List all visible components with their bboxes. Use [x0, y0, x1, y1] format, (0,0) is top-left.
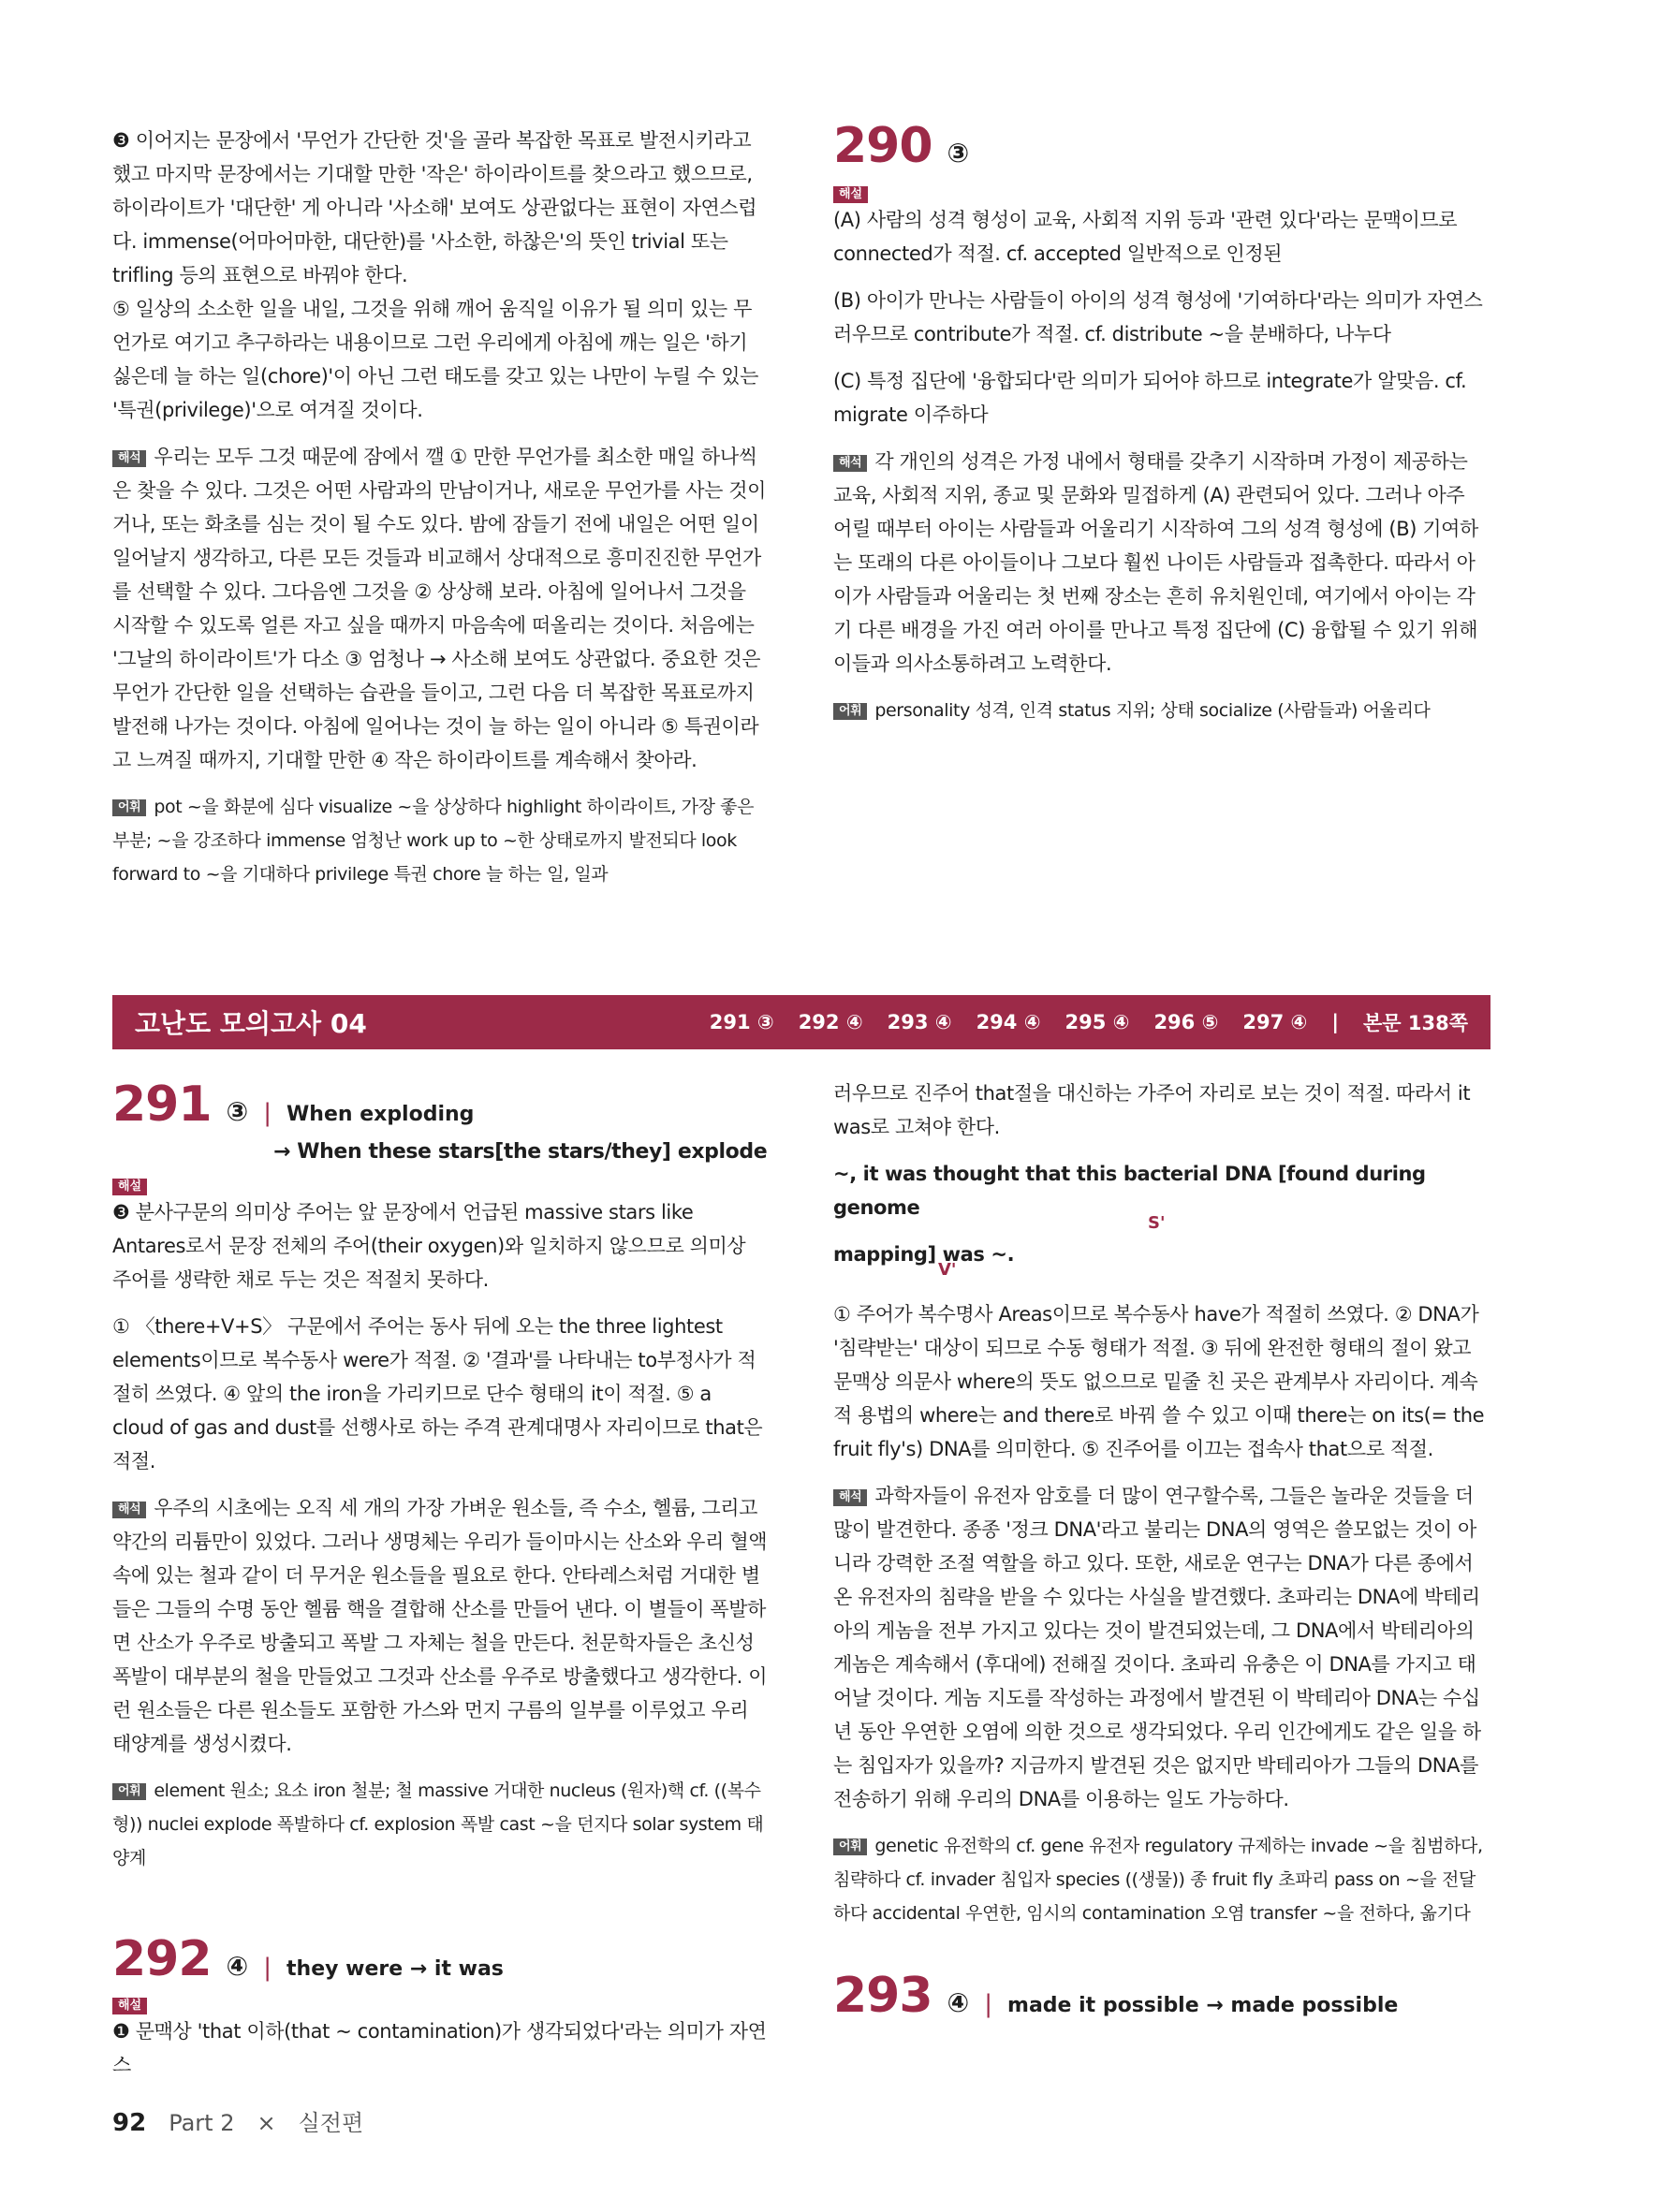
vocab-block [112, 790, 768, 891]
part-label: Part 2 [169, 2110, 235, 2136]
correction-text: → When these stars[the stars/they] explode [273, 1140, 768, 1164]
question-number: 290 [833, 118, 932, 174]
translation-block [112, 1491, 768, 1761]
vocab-text: genetic 유전학의 cf. gene 유전자 regulatory 규제하는 invade ~을 침범하다, 침략하다 cf. invader 침입자 species ((생물)) 종 fruit fly 초파리 pass on ~을 전달하다 accidental 우연한, 임시의 contamination 오염 transfer ~을 전하다, 옮기다 [833, 1836, 1483, 1924]
question-292 [112, 1931, 768, 2082]
answer-key [710, 1008, 1468, 1036]
vocab-tag: 어휘 [112, 799, 146, 816]
explanation-item-b: (B) 아이가 만나는 사람들이 아이의 성격 형성에 '기여하다'라는 의미가 자연스러우므로 contribute가 적절. cf. distribute ~을 분배하다, 나누다 [833, 289, 1483, 345]
answer-key-item: 295 ④ [1065, 1011, 1130, 1033]
question-number: 292 [112, 1931, 212, 1987]
vocab-tag: 어휘 [833, 703, 867, 720]
answer-key-item: 293 ④ [887, 1011, 952, 1033]
translation-tag: 해석 [112, 1502, 146, 1518]
translation-text: 우리는 모두 그것 때문에 잠에서 깰 ① 만한 무언가를 최소한 매일 하나씩은 찾을 수 있다. 그것은 어떤 사람과의 만남이거나, 새로운 무언가를 사는 것이거나, 또는 화초를 심는 것이 될 수도 있다. 밤에 잠들기 전에 내일은 어떤 일이 일어날지 생각하고, 다른 모든 것들과 비교해서 상대적으로 흥미진진한 무언가를 선택할 수 있다. 그다음엔 그것을 ② 상상해 보라. 아침에 일어나서 그것을 시작할 수 있도록 얼른 자고 싶을 때까지 마음속에 떠올리는 것이다. 처음에는 '그날의 하이라이트'가 다소 ③ 엄청나 → 사소해 보여도 상관없다. 중요한 것은 무언가 간단한 일을 선택하는 습관을 들이고, 그런 다음 더 복잡한 목표로까지 발전해 나가는 것이다. 아침에 일어나는 것이 늘 하는 일이 아니라 ⑤ 특권이라고 느껴질 때까지, 기대할 만한 ④ 작은 하이라이트를 계속해서 찾아라. [112, 446, 767, 771]
header-separator: | [263, 1099, 272, 1127]
question-291 [112, 1077, 768, 2082]
vocab-tag: 어휘 [833, 1838, 867, 1855]
translation-tag: 해석 [833, 1489, 867, 1506]
vocab-text: personality 성격, 인격 status 지위; 상태 socialize (사람들과) 어울리다 [874, 700, 1431, 721]
translation-text: 각 개인의 성격은 가정 내에서 형태를 갖추기 시작하며 가정이 제공하는 교육, 사회적 지위, 종교 및 문화와 밀접하게 (A) 관련되어 있다. 그러나 아주 어릴 때부터 아이는 사람들과 어울리기 시작하여 그의 성격 형성에 (B) 기여하는 또래의 다른 아이들이나 그보다 훨씬 나이든 사람들과 접촉한다. 따라서 아이가 사람들과 어울리는 첫 번째 장소는 흔히 유치원인데, 여기에서 아이는 각기 다른 배경을 가진 여러 아이를 만나고 특정 집단에 (C) 융합될 수 있기 위해 이들과 의사소통하려고 노력한다. [833, 450, 1478, 675]
translation-text: 우주의 시초에는 오직 세 개의 가장 가벼운 원소들, 즉 수소, 헬륨, 그리고 약간의 리튬만이 있었다. 그러나 생명체는 우리가 들이마시는 산소와 우리 혈액 속에 있는 철과 같이 더 무거운 원소들을 필요로 한다. 안타레스처럼 거대한 별들은 그들의 수명 동안 헬륨 핵을 결합해 산소를 만들어 낸다. 이 별들이 폭발하면 산소가 우주로 방출되고 폭발 그 자체는 철을 만든다. 천문학자들은 초신성 폭발이 대부분의 철을 만들었고 그것과 산소를 우주로 방출했다고 생각한다. 이런 원소들은 다른 원소들도 포함한 가스와 먼지 구름의 일부를 이루었고 우리 태양계를 생성시켰다. [112, 1497, 768, 1755]
explanation-item-c: (C) 특정 집단에 '융합되다'란 의미가 되어야 하므로 integrate가 알맞음. cf. migrate 이주하다 [833, 370, 1467, 426]
top-left-column [112, 124, 768, 891]
sentence-structure [833, 1157, 1489, 1284]
subject-marker: S' [1148, 1213, 1166, 1233]
question-header [112, 1931, 768, 1987]
explanation-tag: 해설 [833, 186, 868, 203]
question-header [112, 1077, 768, 1133]
translation-tag: 해석 [833, 455, 867, 472]
answer-key-item: 296 ⑤ [1153, 1011, 1219, 1033]
question-292-continued [833, 1077, 1489, 2024]
question-293 [833, 1968, 1489, 2024]
question-number: 291 [112, 1077, 212, 1133]
translation-tag: 해석 [112, 450, 146, 467]
translation-block [833, 1479, 1489, 1816]
question-answer: ④ [947, 1987, 970, 2018]
section-label: 실전편 [298, 2110, 364, 2136]
page-number: 92 [112, 2109, 147, 2137]
question-answer: ③ [947, 138, 970, 168]
vocab-text: pot ~을 화분에 심다 visualize ~을 상상하다 highlight 하이라이트, 가장 좋은 부분; ~을 강조하다 immense 엄청난 work up to ~한 상태로까지 발전되다 look forward to ~을 기대하다 privilege 특권 chore 늘 하는 일, 일과 [112, 797, 755, 885]
explanation-paragraph: ① 〈there+V+S〉 구문에서 주어는 동사 뒤에 오는 the three lightest elements이므로 복수동사 were가 적절. ② '결과'를 나타내는 to부정사가 적절히 쓰였다. ④ 앞의 the iron을 가리키므로 단수 형태의 it이 적절. ⑤ a cloud of gas and dust를 선행사로 하는 주격 관계대명사 자리이므로 that은 적절. [112, 1315, 763, 1472]
banner-title: 고난도 모의고사 04 [135, 1008, 367, 1039]
explanation-paragraph: ❸ 분사구문의 의미상 주어는 앞 문장에서 언급된 massive stars like Antares로서 문장 전체의 주어(their oxygen)와 일치하지 않으므로 의미상 주어를 생략한 채로 두는 것은 적절치 못하다. [112, 1201, 746, 1291]
answer-key-item: 297 ④ [1242, 1011, 1308, 1033]
answer-key-item: 291 ③ [709, 1011, 774, 1033]
question-number: 293 [833, 1968, 932, 2024]
correction-text: When exploding [286, 1103, 475, 1126]
header-separator: | [984, 1990, 993, 2018]
verb-marker: V' [938, 1260, 957, 1280]
explanation-item-a: (A) 사람의 성격 형성이 교육, 사회적 지위 등과 '관련 있다'라는 문맥이므로 connected가 적절. cf. accepted 일반적으로 인정된 [833, 209, 1458, 265]
question-290 [833, 118, 1489, 727]
vocab-text: element 원소; 요소 iron 철분; 철 massive 거대한 nucleus (원자)핵 cf. ((복수형)) nuclei explode 폭발하다 cf. explosion 폭발 cast ~을 던지다 solar system 태양계 [112, 1780, 764, 1868]
explanation-paragraph: 러우므로 진주어 that절을 대신하는 가주어 자리로 보는 것이 적절. 따라서 it was로 고쳐야 한다. [833, 1082, 1471, 1138]
structure-line: ~, it was thought that this bacterial DNA [found during genome [833, 1163, 1426, 1219]
footer-separator: × [257, 2110, 276, 2136]
answer-key-item: 294 ④ [976, 1011, 1041, 1033]
correction-text: made it possible → made possible [1007, 1994, 1399, 2017]
question-header [833, 118, 1489, 174]
banner-separator: | [1331, 1011, 1339, 1033]
structure-line: mapping] was ~. [833, 1243, 1015, 1266]
vocab-block [112, 1774, 768, 1875]
translation-block [833, 445, 1489, 681]
vocab-block [833, 1829, 1489, 1930]
vocab-tag: 어휘 [112, 1783, 146, 1800]
page-reference: 본문 138쪽 [1362, 1012, 1468, 1034]
translation-block [112, 440, 768, 777]
explanation-paragraph: ❶ 문맥상 'that 이하(that ~ contamination)가 생각되었다'라는 의미가 자연스 [112, 2020, 767, 2076]
explanation-tag: 해설 [112, 1179, 147, 1195]
question-answer: ④ [226, 1951, 249, 1982]
test-banner [112, 995, 1490, 1049]
explanation-paragraph: ❸ 이어지는 문장에서 '무언가 간단한 것'을 골라 복잡한 목표로 발전시키라고 했고 마지막 문장에서는 기대할 만한 '작은' 하이라이트를 찾으라고 했으므로, 하이라이트가 '대단한' 게 아니라 '사소해' 보여도 상관없다는 표현이 자연스럽다. immense(어마어마한, 대단한)를 '사소한, 하찮은'의 뜻인 trivial 또는 trifling 등의 표현으로 바꿔야 한다. [112, 129, 757, 286]
vocab-block [833, 694, 1489, 727]
header-separator: | [263, 1954, 272, 1982]
translation-text: 과학자들이 유전자 암호를 더 많이 연구할수록, 그들은 놀라운 것들을 더 많이 발견한다. 종종 '정크 DNA'라고 불리는 DNA의 영역은 쓸모없는 것이 아니라 강력한 조절 역할을 하고 있다. 또한, 새로운 연구는 DNA가 다른 종에서 온 유전자의 침략을 받을 수 있다는 사실을 발견했다. 초파리는 DNA에 박테리아의 게놈을 전부 가지고 있다는 것이 발견되었는데, 그 DNA에서 박테리아의 게놈은 계속해서 (후대에) 전해질 것이다. 초파리 유충은 이 DNA를 가지고 태어날 것이다. 게놈 지도를 작성하는 과정에서 발견된 이 박테리아 DNA는 수십 년 동안 우연한 오염에 의한 것으로 생각되었다. 우리 인간에게도 같은 일을 하는 침입자가 있을까? 지금까지 발견된 것은 없지만 박테리아가 그들의 DNA를 전송하기 위해 우리의 DNA를 이용하는 일도 가능하다. [833, 1485, 1481, 1810]
explanation-paragraph: ① 주어가 복수명사 Areas이므로 복수동사 have가 적절히 쓰였다. ② DNA가 '침략받는' 대상이 되므로 수동 형태가 적절. ③ 뒤에 완전한 형태의 절이 왔고 문맥상 의문사 where의 뜻도 없으므로 밑줄 친 곳은 관계부사 자리이다. 계속적 용법의 where는 and there로 바꿔 쓸 수 있고 이때 there는 on its(= the fruit fly's) DNA를 의미한다. ⑤ 진주어를 이끄는 접속사 that으로 적절. [833, 1303, 1485, 1460]
answer-key-item: 292 ④ [798, 1011, 863, 1033]
correction-text: they were → it was [286, 1957, 504, 1981]
question-answer: ③ [226, 1096, 249, 1127]
page-footer [112, 2104, 363, 2137]
explanation-paragraph: ⑤ 일상의 소소한 일을 내일, 그것을 위해 깨어 움직일 이유가 될 의미 있는 무언가로 여기고 추구하라는 내용이므로 그런 우리에게 아침에 깨는 일은 '하기 싫은데 늘 하는 일(chore)'이 아닌 그런 태도를 갖고 있는 나만이 누릴 수 있는 '특권(privilege)'으로 여겨질 것이다. [112, 298, 758, 421]
explanation-tag: 해설 [112, 1998, 147, 2014]
